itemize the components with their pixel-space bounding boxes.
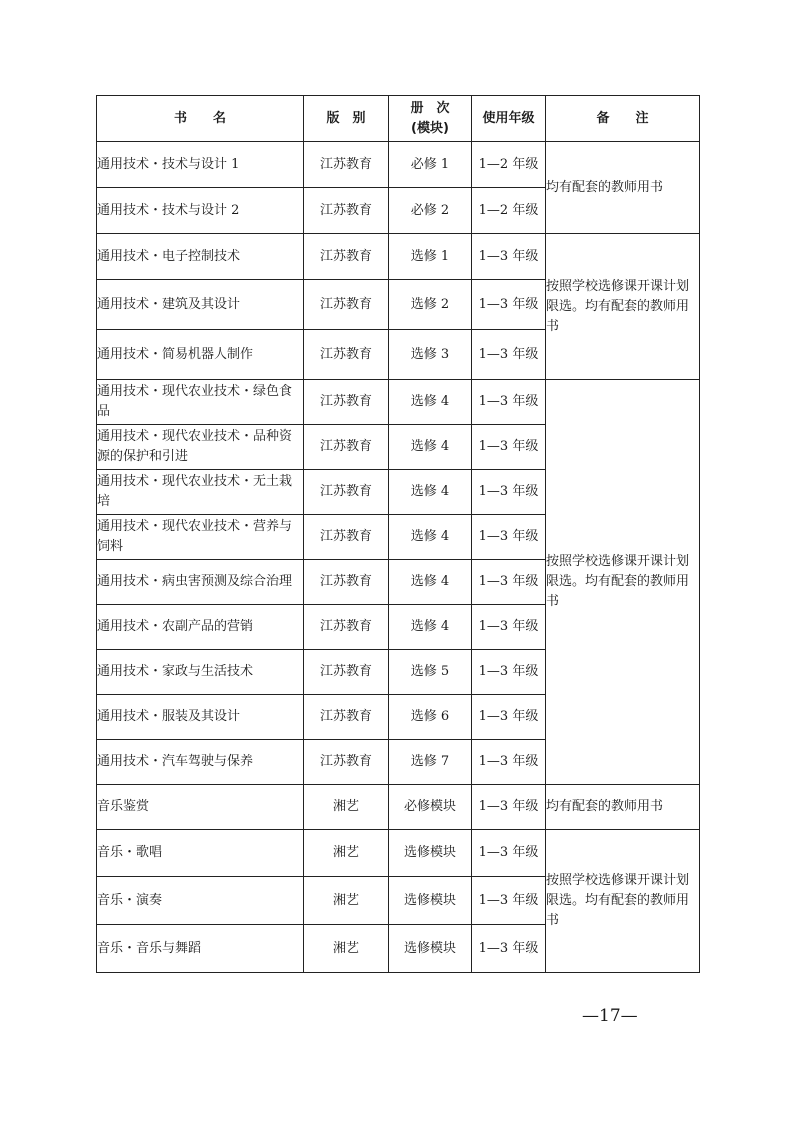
table-row <box>97 234 700 280</box>
volume-cell: 选修 4 <box>389 515 472 560</box>
edition-cell: 江苏教育 <box>304 740 389 785</box>
edition-cell: 江苏教育 <box>304 188 389 234</box>
table-header-row <box>97 96 700 142</box>
edition-cell: 湘艺 <box>304 877 389 925</box>
volume-cell: 选修 4 <box>389 560 472 605</box>
grade-cell: 1—3 年级 <box>472 280 546 330</box>
edition-cell: 江苏教育 <box>304 560 389 605</box>
book-name: 音乐鉴赏 <box>97 785 304 830</box>
grade-cell: 1—3 年级 <box>472 877 546 925</box>
volume-cell: 选修模块 <box>389 877 472 925</box>
book-name: 通用技术・技术与设计 1 <box>97 142 304 188</box>
book-name: 通用技术・农副产品的营销 <box>97 605 304 650</box>
header-edition: 版 别 <box>304 96 389 142</box>
grade-cell: 1—3 年级 <box>472 380 546 425</box>
volume-cell: 选修 2 <box>389 280 472 330</box>
note-cell: 按照学校选修课开课计划限选。均有配套的教师用书 <box>546 380 700 785</box>
grade-cell: 1—2 年级 <box>472 142 546 188</box>
volume-cell: 必修 2 <box>389 188 472 234</box>
grade-cell: 1—3 年级 <box>472 695 546 740</box>
volume-cell: 必修 1 <box>389 142 472 188</box>
volume-cell: 选修 4 <box>389 605 472 650</box>
note-cell: 按照学校选修课开课计划限选。均有配套的教师用书 <box>546 234 700 380</box>
volume-cell: 选修模块 <box>389 925 472 973</box>
grade-cell: 1—3 年级 <box>472 560 546 605</box>
book-name: 通用技术・病虫害预测及综合治理 <box>97 560 304 605</box>
header-volume-line2: (模块) <box>411 120 449 136</box>
grade-cell: 1—3 年级 <box>472 330 546 380</box>
note-cell: 按照学校选修课开课计划限选。均有配套的教师用书 <box>546 830 700 973</box>
book-name: 通用技术・现代农业技术・营养与饲料 <box>97 515 304 560</box>
volume-cell: 选修 6 <box>389 695 472 740</box>
book-name: 通用技术・建筑及其设计 <box>97 280 304 330</box>
grade-cell: 1—3 年级 <box>472 785 546 830</box>
grade-cell: 1—3 年级 <box>472 650 546 695</box>
volume-cell: 选修 4 <box>389 425 472 470</box>
edition-cell: 江苏教育 <box>304 380 389 425</box>
book-name: 音乐・音乐与舞蹈 <box>97 925 304 973</box>
header-volume <box>389 96 472 142</box>
note-cell: 均有配套的教师用书 <box>546 785 700 830</box>
grade-cell: 1—2 年级 <box>472 188 546 234</box>
grade-cell: 1—3 年级 <box>472 425 546 470</box>
book-name: 通用技术・现代农业技术・品种资源的保护和引进 <box>97 425 304 470</box>
book-name: 通用技术・电子控制技术 <box>97 234 304 280</box>
grade-cell: 1—3 年级 <box>472 470 546 515</box>
edition-cell: 湘艺 <box>304 830 389 877</box>
edition-cell: 江苏教育 <box>304 234 389 280</box>
grade-cell: 1—3 年级 <box>472 925 546 973</box>
edition-cell: 江苏教育 <box>304 695 389 740</box>
edition-cell: 江苏教育 <box>304 605 389 650</box>
volume-cell: 选修 4 <box>389 470 472 515</box>
book-name: 通用技术・简易机器人制作 <box>97 330 304 380</box>
header-volume-line1: 册 次 <box>410 100 450 116</box>
volume-cell: 选修 1 <box>389 234 472 280</box>
grade-cell: 1—3 年级 <box>472 234 546 280</box>
book-name: 通用技术・家政与生活技术 <box>97 650 304 695</box>
volume-cell: 选修 7 <box>389 740 472 785</box>
edition-cell: 江苏教育 <box>304 470 389 515</box>
header-grade: 使用年级 <box>472 96 546 142</box>
edition-cell: 湘艺 <box>304 925 389 973</box>
edition-cell: 江苏教育 <box>304 425 389 470</box>
grade-cell: 1—3 年级 <box>472 740 546 785</box>
note-cell: 均有配套的教师用书 <box>546 142 700 234</box>
volume-cell: 选修模块 <box>389 830 472 877</box>
page-number: —17— <box>582 1006 638 1026</box>
book-name: 音乐・歌唱 <box>97 830 304 877</box>
edition-cell: 江苏教育 <box>304 330 389 380</box>
book-name: 通用技术・现代农业技术・绿色食品 <box>97 380 304 425</box>
grade-cell: 1—3 年级 <box>472 830 546 877</box>
volume-cell: 选修 5 <box>389 650 472 695</box>
edition-cell: 江苏教育 <box>304 280 389 330</box>
book-name: 通用技术・汽车驾驶与保养 <box>97 740 304 785</box>
volume-cell: 必修模块 <box>389 785 472 830</box>
volume-cell: 选修 4 <box>389 380 472 425</box>
header-name: 书 名 <box>97 96 304 142</box>
edition-cell: 湘艺 <box>304 785 389 830</box>
textbook-table <box>96 95 700 973</box>
edition-cell: 江苏教育 <box>304 142 389 188</box>
header-note: 备 注 <box>546 96 700 142</box>
book-name: 通用技术・现代农业技术・无土栽培 <box>97 470 304 515</box>
edition-cell: 江苏教育 <box>304 515 389 560</box>
book-name: 通用技术・技术与设计 2 <box>97 188 304 234</box>
volume-cell: 选修 3 <box>389 330 472 380</box>
table-row <box>97 830 700 877</box>
table-row <box>97 785 700 830</box>
table-row <box>97 380 700 425</box>
book-name: 音乐・演奏 <box>97 877 304 925</box>
grade-cell: 1—3 年级 <box>472 605 546 650</box>
table-row <box>97 142 700 188</box>
grade-cell: 1—3 年级 <box>472 515 546 560</box>
book-name: 通用技术・服装及其设计 <box>97 695 304 740</box>
edition-cell: 江苏教育 <box>304 650 389 695</box>
